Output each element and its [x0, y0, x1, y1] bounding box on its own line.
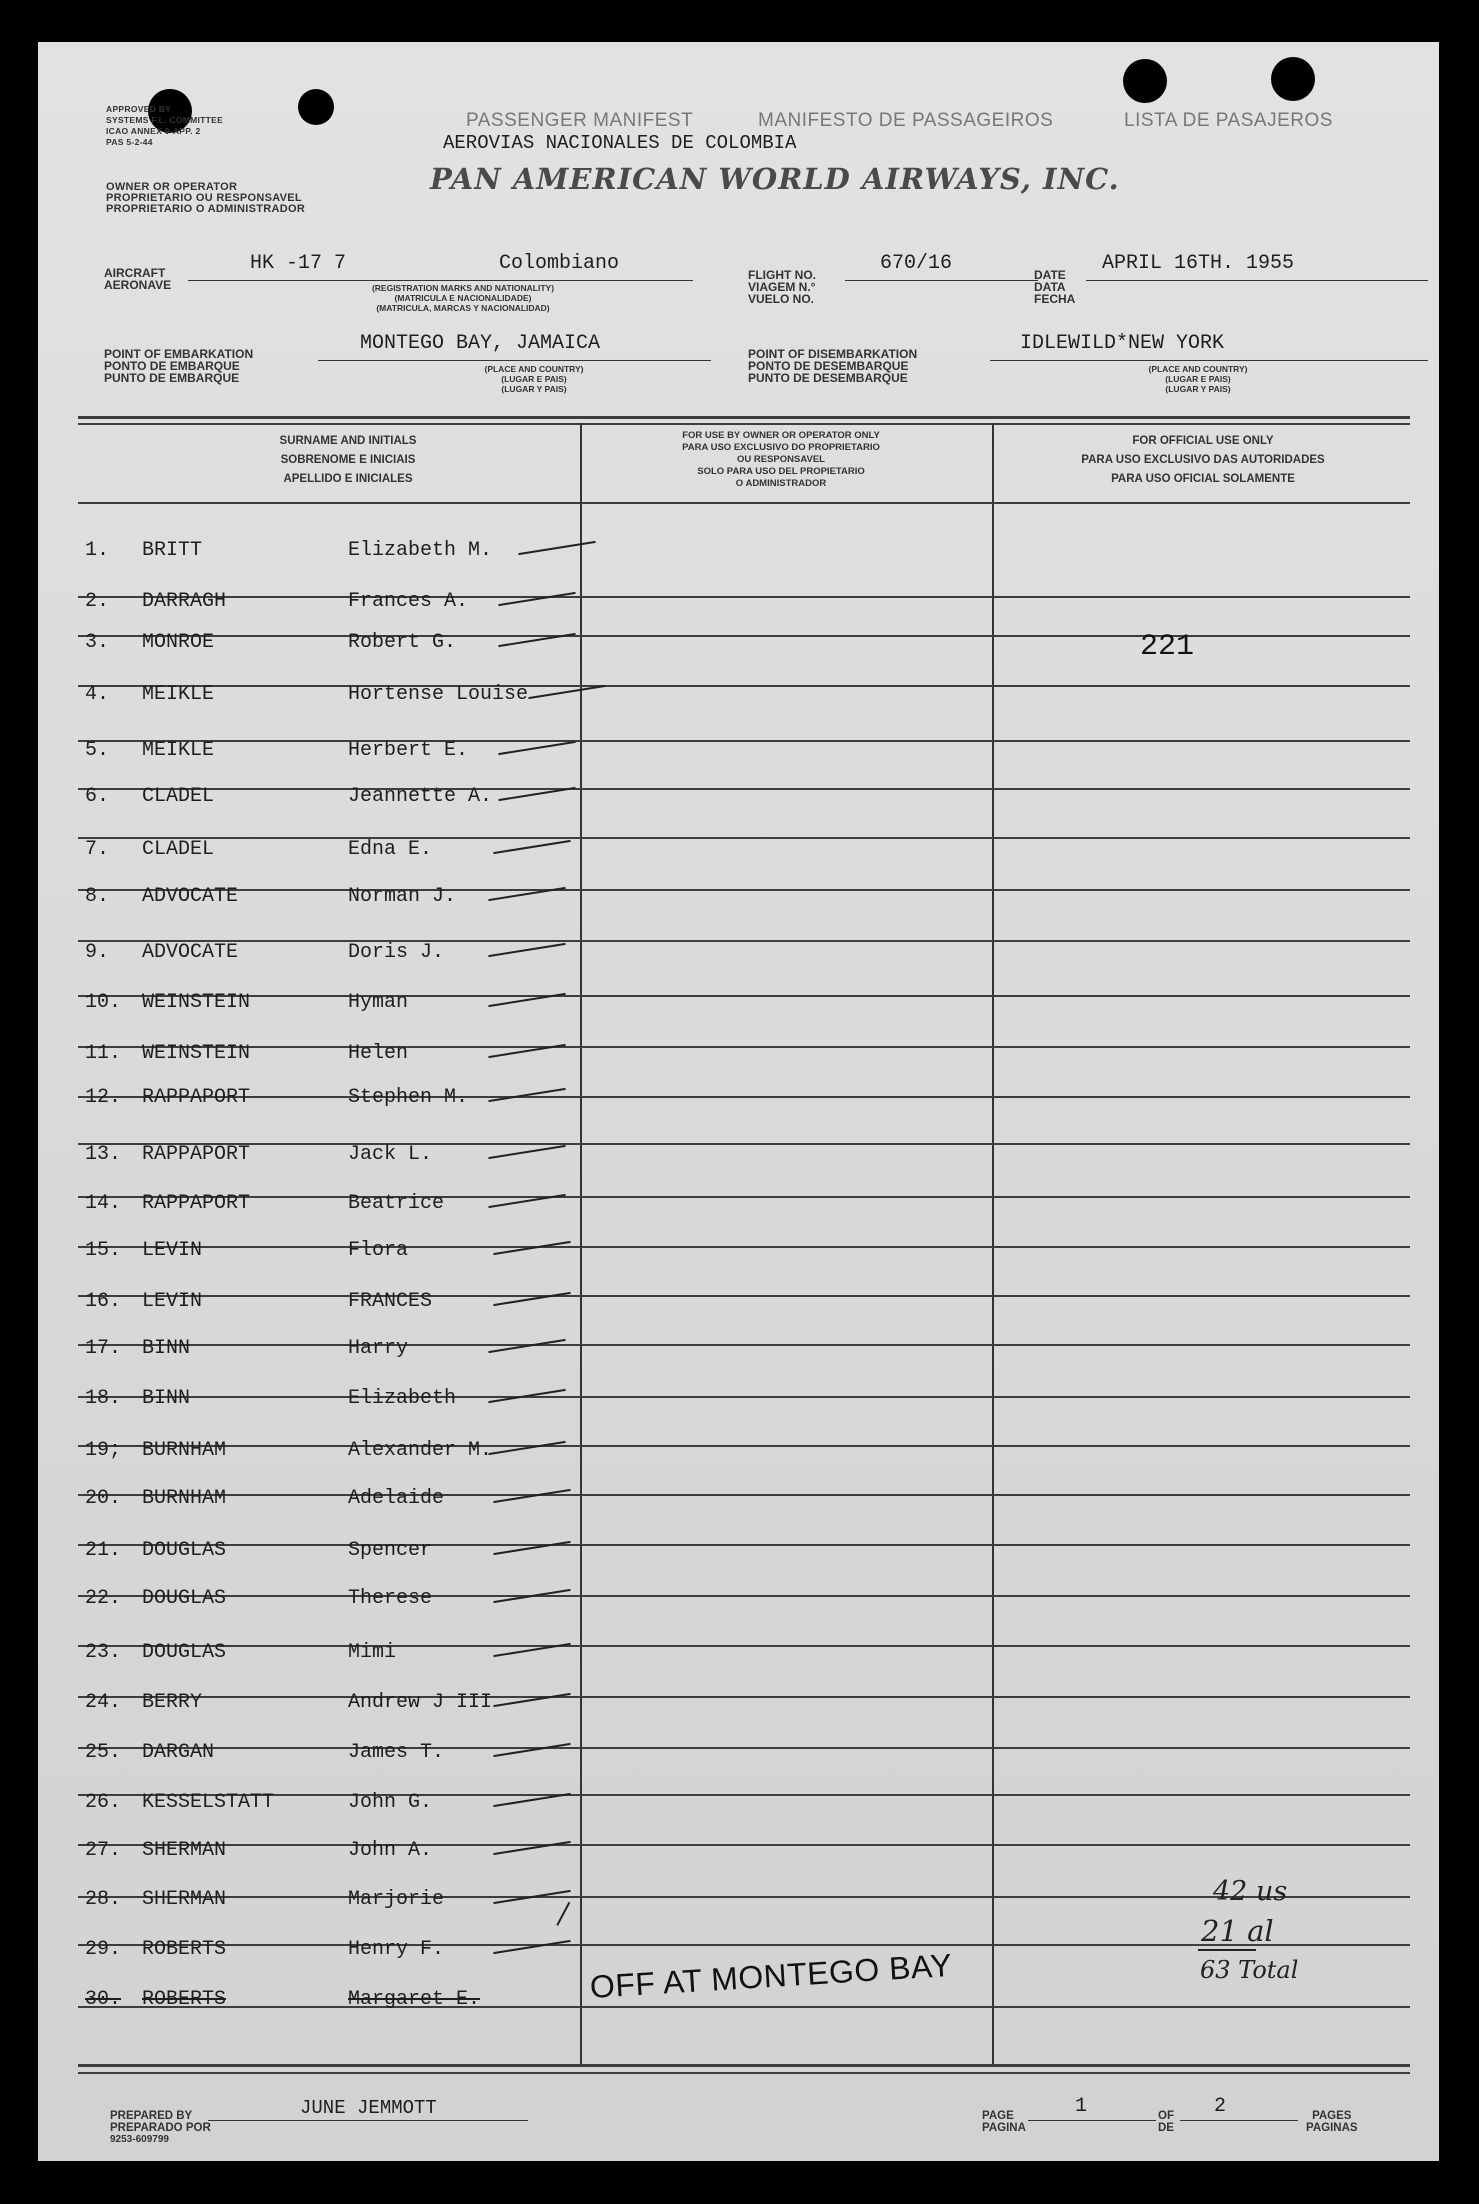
row-rule [78, 1747, 1410, 1749]
title-manifesto: MANIFESTO DE PASSAGEIROS [758, 110, 1054, 131]
row-rule [78, 1595, 1410, 1597]
bottom-rule-2 [78, 2072, 1410, 2074]
flight-date: APRIL 16TH. 1955 [1102, 252, 1295, 275]
row-surname: RAPPAPORT [142, 1192, 251, 1215]
of-line [1180, 2120, 1298, 2121]
row-rule [78, 1196, 1410, 1198]
check-mark [493, 1940, 570, 1954]
of-label: OF DE [1158, 2110, 1174, 2134]
embark-sublabel: (PLACE AND COUNTRY) (LUGAR E PAIS) (LUGAR Y PAIS) [484, 364, 584, 394]
row-number: 22. [85, 1587, 122, 1610]
date-line [1086, 280, 1428, 281]
check-mark [493, 1489, 570, 1503]
row-surname: RAPPAPORT [142, 1086, 251, 1109]
row-number: 23. [85, 1641, 122, 1664]
row-rule [78, 1696, 1410, 1698]
embark-line [318, 360, 711, 361]
row-rule [78, 1896, 1410, 1898]
row-number: 15. [85, 1239, 122, 1262]
row-given-name: Jack L. [348, 1143, 433, 1166]
row-surname: DOUGLAS [142, 1641, 227, 1664]
row-rule [78, 1844, 1410, 1846]
row-given-name: Therese [348, 1587, 433, 1610]
row-given-name: Flora [348, 1239, 409, 1262]
row-number: 1. [85, 539, 110, 562]
row-number: 24. [85, 1691, 122, 1714]
title-passenger-manifest: PASSENGER MANIFEST [466, 110, 694, 131]
row-given-name: Margaret E. [348, 1988, 481, 2011]
divider-2 [992, 423, 994, 2064]
row-number: 21. [85, 1539, 122, 1562]
row-given-name: Harry [348, 1337, 409, 1360]
header-official-use: FOR OFFICIAL USE ONLY PARA USO EXCLUSIVO DAS AUTORIDADES PARA USO OFICIAL SOLAMENTE [1081, 435, 1325, 485]
aircraft-nationality: Colombiano [499, 252, 620, 275]
punch-hole-right-1 [1123, 59, 1167, 103]
row-number: 8. [85, 885, 110, 908]
approval-block: APPROVED BY SYSTEMS F.L. COMMITTEE ICAO ANNEX 9-APP. 2 PAS 5-2-44 [106, 104, 224, 147]
check-mark [498, 592, 575, 606]
flight-label: FLIGHT NO. VIAGEM N.° VUELO NO. [748, 268, 816, 306]
off-at-montego-bay: OFF AT MONTEGO BAY [588, 1946, 954, 2005]
tally-us: 42 us [1213, 1876, 1288, 1907]
title-lista: LISTA DE PASAJEROS [1124, 110, 1333, 131]
row-surname: DOUGLAS [142, 1539, 227, 1562]
row-surname: CLADEL [142, 838, 215, 861]
divider-1 [580, 423, 582, 2064]
row-given-name: Alexander M. [348, 1439, 493, 1462]
row-number: 5. [85, 739, 110, 762]
row-number: 30. [85, 1988, 122, 2011]
flight-line [845, 280, 1038, 281]
row-rule [78, 1096, 1410, 1098]
row-number: 4. [85, 683, 110, 706]
disembark-line [990, 360, 1428, 361]
check-mark [493, 1743, 570, 1757]
row-rule [78, 1143, 1410, 1145]
row-surname: KESSELSTATT [142, 1791, 275, 1814]
row-rule [78, 1445, 1410, 1447]
row-given-name: Hortense Louise [348, 683, 529, 706]
row-number: 7. [85, 838, 110, 861]
row-rule [78, 1645, 1410, 1647]
aircraft-line [188, 280, 693, 281]
punch-hole-left-2 [298, 89, 334, 125]
row-number: 20. [85, 1487, 122, 1510]
row-rule [78, 1344, 1410, 1346]
manifest-sheet [38, 42, 1439, 2161]
check-mark [488, 943, 565, 957]
row-given-name: Marjorie [348, 1888, 445, 1911]
row-surname: ADVOCATE [142, 885, 239, 908]
row-surname: SHERMAN [142, 1888, 227, 1911]
row-rule [78, 995, 1410, 997]
row-surname: DOUGLAS [142, 1587, 227, 1610]
row-given-name: Helen [348, 1042, 409, 1065]
row-surname: WEINSTEIN [142, 991, 251, 1014]
row-number: 3. [85, 631, 110, 654]
date-label: DATE DATA FECHA [1034, 268, 1076, 306]
disembark-place: IDLEWILD*NEW YORK [1020, 332, 1225, 355]
tally-al: 21 al [1201, 1914, 1274, 1948]
tally-underline [1198, 1949, 1256, 1951]
top-rule-1 [78, 416, 1410, 419]
official-number: 221 [1140, 630, 1195, 664]
row-number: 27. [85, 1839, 122, 1862]
row-given-name: John G. [348, 1791, 433, 1814]
row-number: 14. [85, 1192, 122, 1215]
owner-labels: OWNER OR OPERATOR PROPRIETARIO OU RESPONSAVEL PROPRIETARIO O ADMINISTRADOR [106, 181, 306, 215]
row-given-name: Stephen M. [348, 1086, 469, 1109]
check-mark [488, 1441, 565, 1455]
aircraft-sublabel: (REGISTRATION MARKS AND NATIONALITY) (MATRICULA E NACIONALIDADE) (MATRICULA, MARCAS Y NACIONALIDAD) [371, 283, 555, 313]
row-number: 9. [85, 941, 110, 964]
row-number: 29. [85, 1938, 122, 1961]
row-rule [78, 685, 1410, 687]
row-rule [78, 2006, 1410, 2008]
page-line [1028, 2120, 1156, 2121]
row-surname: MONROE [142, 631, 215, 654]
check-mark [528, 685, 605, 699]
embark-label: POINT OF EMBARKATION PONTO DE EMBARQUE PUNTO DE EMBARQUE [104, 347, 254, 385]
top-rule-2 [78, 423, 1410, 425]
row-number: 16. [85, 1290, 122, 1313]
row-number: 17. [85, 1337, 122, 1360]
row-rule [78, 889, 1410, 891]
row-surname: DARGAN [142, 1741, 215, 1764]
prepared-label: PREPARED BY PREPARADO POR 9253-609799 [110, 2110, 211, 2145]
row-given-name: Hyman [348, 991, 409, 1014]
prepared-by: JUNE JEMMOTT [300, 2097, 437, 2119]
row-rule [78, 1046, 1410, 1048]
row-given-name: Mimi [348, 1641, 397, 1664]
row-given-name: Adelaide [348, 1487, 445, 1510]
row-surname: WEINSTEIN [142, 1042, 251, 1065]
page-number: 1 [1075, 2095, 1088, 2118]
row-rule [78, 1494, 1410, 1496]
row-surname: BERRY [142, 1691, 203, 1714]
header-operator-use: FOR USE BY OWNER OR OPERATOR ONLY PARA USO EXCLUSIVO DO PROPRIETARIO OU RESPONSAVEL SOLO PARA USO DEL PROPIETARIO O ADMINISTRADOR [682, 430, 880, 489]
punch-hole-right-2 [1271, 57, 1315, 101]
check-mark [493, 840, 570, 854]
row-surname: BRITT [142, 539, 203, 562]
row-rule [78, 1544, 1410, 1546]
check-mark [493, 1241, 570, 1255]
check-mark [488, 1145, 565, 1159]
row-number: 2. [85, 590, 110, 613]
row-given-name: Frances A. [348, 590, 469, 613]
check-mark [498, 741, 575, 755]
row-given-name: Herbert E. [348, 739, 469, 762]
aircraft-label: AIRCRAFT AERONAVE [104, 266, 172, 292]
row-surname: MEIKLE [142, 683, 215, 706]
row-given-name: Jeannette A. [348, 785, 493, 808]
row-number: 10. [85, 991, 122, 1014]
row-surname: BINN [142, 1387, 191, 1410]
page-label: PAGE PAGINA [982, 2110, 1026, 2134]
row-surname: BURNHAM [142, 1439, 227, 1462]
row-given-name: Andrew J III [348, 1691, 493, 1714]
row-number: 26. [85, 1791, 122, 1814]
bottom-rule-1 [78, 2064, 1410, 2067]
operator-stamp: PAN AMERICAN WORLD AIRWAYS, INC. [430, 162, 1120, 196]
row-surname: LEVIN [142, 1290, 203, 1313]
check-mark [488, 1088, 565, 1102]
row-surname: ROBERTS [142, 1988, 227, 2011]
row-given-name: Elizabeth [348, 1387, 457, 1410]
pages-label: PAGES PAGINAS [1306, 2110, 1358, 2134]
operator-typed: AEROVIAS NACIONALES DE COLOMBIA [443, 132, 797, 154]
row-given-name: Edna E. [348, 838, 433, 861]
row-number: 11. [85, 1042, 122, 1065]
row-surname: ADVOCATE [142, 941, 239, 964]
row-surname: BURNHAM [142, 1487, 227, 1510]
row-rule [78, 740, 1410, 742]
row-rule [78, 837, 1410, 839]
row-rule [78, 1396, 1410, 1398]
row-given-name: Beatrice [348, 1192, 445, 1215]
row-rule [78, 1295, 1410, 1297]
row-number: 28. [85, 1888, 122, 1911]
prepared-line [208, 2120, 528, 2121]
row-given-name: Norman J. [348, 885, 457, 908]
row-number: 18. [85, 1387, 122, 1410]
check-mark-row-29 [546, 1896, 571, 1926]
header-surname: SURNAME AND INITIALS SOBRENOME E INICIAIS APELLIDO E INICIALES [279, 435, 417, 485]
row-given-name: Doris J. [348, 941, 445, 964]
header-rule [78, 502, 1410, 504]
row-given-name: Robert G. [348, 631, 457, 654]
row-surname: RAPPAPORT [142, 1143, 251, 1166]
row-surname: BINN [142, 1337, 191, 1360]
check-mark [518, 541, 595, 555]
row-surname: MEIKLE [142, 739, 215, 762]
disembark-sublabel: (PLACE AND COUNTRY) (LUGAR E PAIS) (LUGAR Y PAIS) [1148, 364, 1248, 394]
check-mark [488, 1339, 565, 1353]
row-surname: LEVIN [142, 1239, 203, 1262]
row-given-name: Henry F. [348, 1938, 445, 1961]
row-number: 6. [85, 785, 110, 808]
row-surname: ROBERTS [142, 1938, 227, 1961]
embark-place: MONTEGO BAY, JAMAICA [360, 332, 601, 355]
disembark-label: POINT OF DISEMBARKATION PONTO DE DESEMBARQUE PUNTO DE DESEMBARQUE [748, 347, 918, 385]
row-surname: CLADEL [142, 785, 215, 808]
row-given-name: Elizabeth M. [348, 539, 493, 562]
total-pages: 2 [1214, 2095, 1227, 2118]
row-number: 25. [85, 1741, 122, 1764]
flight-number: 670/16 [880, 252, 953, 275]
row-rule [78, 1246, 1410, 1248]
row-given-name: FRANCES [348, 1290, 433, 1313]
row-surname: DARRAGH [142, 590, 227, 613]
row-number: 13. [85, 1143, 122, 1166]
row-rule [78, 940, 1410, 942]
row-rule [78, 788, 1410, 790]
row-number: 12. [85, 1086, 122, 1109]
row-given-name: John A. [348, 1839, 433, 1862]
row-rule [78, 1794, 1410, 1796]
row-given-name: James T. [348, 1741, 445, 1764]
aircraft-registration: HK -17 7 [250, 252, 347, 275]
row-rule [78, 596, 1410, 598]
row-number: 19; [85, 1439, 122, 1462]
row-surname: SHERMAN [142, 1839, 227, 1862]
tally-total: 63 Total [1200, 1956, 1299, 1984]
row-rule [78, 635, 1410, 637]
row-given-name: Spencer [348, 1539, 433, 1562]
